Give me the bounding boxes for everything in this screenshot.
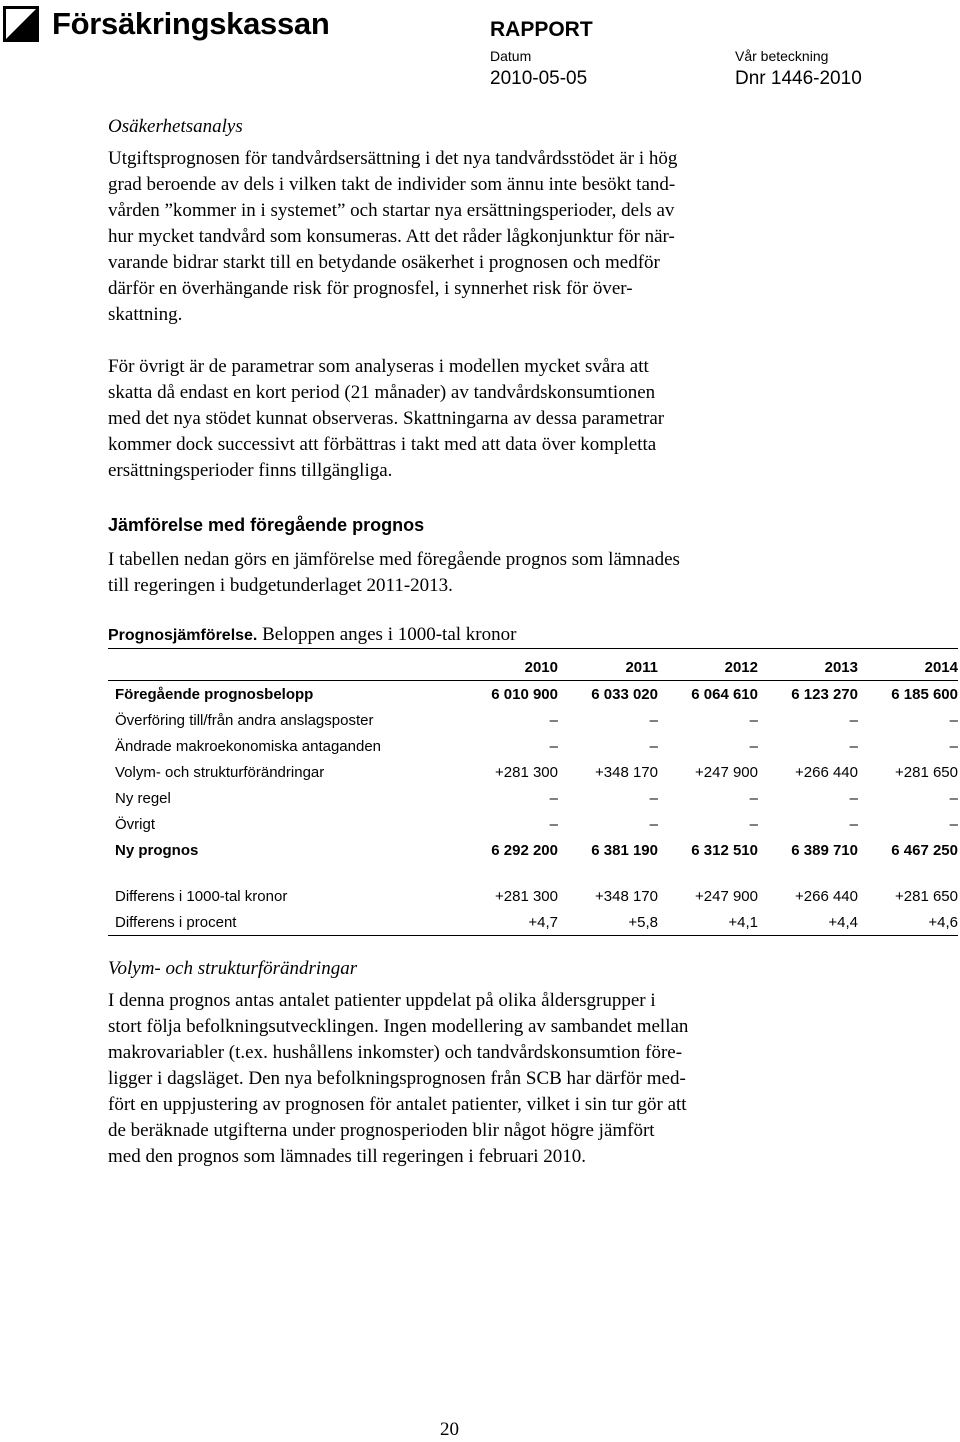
table-row: [108, 909, 958, 936]
paragraph-uncertainty: [108, 146, 828, 328]
table-cell: +348 170: [595, 887, 658, 905]
table-spacer-row: [108, 863, 958, 883]
table-row-label: Ny regel: [115, 789, 171, 807]
logo: [3, 4, 330, 44]
table-cell: –: [749, 815, 758, 833]
table-cell: +5,8: [558, 909, 658, 936]
text-line: ligger i dagsläget. Den nya befolkningsprognosen från SCB har därför med-: [108, 1068, 686, 1089]
table-header-year: 2012: [658, 654, 758, 681]
table-header-row: [108, 654, 958, 681]
text-line: hur mycket tandvård som konsumeras. Att det råder lågkonjunktur för när-: [108, 226, 675, 247]
table-row-label: Överföring till/från andra anslagsposter: [115, 711, 374, 729]
table-cell: +266 440: [795, 887, 858, 905]
table-cell: –: [849, 737, 858, 755]
text-line: makrovariabler (t.ex. hushållens inkomster) och tandvårdskonsumtion före-: [108, 1042, 683, 1063]
text-line: fört en uppjustering av prognosen för antalet patienter, vilket i sin tur gör att: [108, 1094, 687, 1115]
table-header-year: 2010: [468, 654, 558, 681]
table-cell: +247 900: [695, 887, 758, 905]
table-cell: –: [749, 711, 758, 729]
table-cell: 6 292 200: [491, 841, 558, 859]
table-header-year: 2014: [858, 654, 958, 681]
table-cell: –: [849, 711, 858, 729]
text-line: För övrigt är de parametrar som analyseras i modellen mycket svåra att: [108, 356, 649, 377]
table-cell: –: [949, 789, 958, 807]
table-row: [108, 733, 958, 759]
table-row-label: Ändrade makroekonomiska antaganden: [115, 737, 382, 755]
table-cell: 6 312 510: [691, 841, 758, 859]
reference-label: Vår beteckning: [735, 48, 829, 64]
table-cell: 6 467 250: [891, 841, 958, 859]
text-line: skatta då endast en kort period (21 månader) av tandvårdskonsumtionen: [108, 382, 656, 403]
section-heading-jamforelse: Jämförelse med föregående prognos: [108, 515, 425, 535]
table-row: [108, 837, 958, 863]
table-cell: –: [649, 737, 658, 755]
forecast-comparison-table: [108, 654, 958, 936]
table-cell: –: [949, 815, 958, 833]
table-cell: –: [549, 815, 558, 833]
text-line: grad beroende av dels i vilken takt de individer som ännu inte besökt tand-: [108, 174, 676, 195]
text-line: därför en överhängande risk för prognosfel, i synnerhet risk för över-: [108, 278, 633, 299]
table-cell: +4,6: [858, 909, 958, 936]
table-cell: 6 381 190: [591, 841, 658, 859]
table-row: [108, 811, 958, 837]
table-row-label: Ny prognos: [115, 841, 199, 859]
text-line: med det nya stödet kunnat observeras. Skattningarna av dessa parametrar: [108, 408, 665, 429]
table-cell: –: [649, 789, 658, 807]
table-row-label: Differens i 1000-tal kronor: [115, 887, 288, 905]
table-cell: +281 650: [895, 887, 958, 905]
paragraph-parameters: [108, 354, 828, 484]
table-cell: 6 389 710: [791, 841, 858, 859]
table-cell: 6 010 900: [491, 685, 558, 703]
table-row: [108, 707, 958, 733]
table-row: [108, 883, 958, 909]
table-cell: –: [549, 737, 558, 755]
text-line: Utgiftsprognosen för tandvårdsersättning i det nya tandvårdsstödet är i hög: [108, 148, 678, 169]
text-line: med den prognos som lämnades till regeringen i februari 2010.: [108, 1146, 587, 1167]
table-cell: –: [549, 789, 558, 807]
table-cell: +4,1: [658, 909, 758, 936]
table-header-year: 2013: [758, 654, 858, 681]
table-cell: –: [549, 711, 558, 729]
table-cell: 6 185 600: [891, 685, 958, 703]
table-cell: +281 300: [495, 887, 558, 905]
table-cell: –: [849, 815, 858, 833]
table-caption-text: Beloppen anges i 1000-tal kronor: [257, 624, 517, 645]
page-number: 20: [440, 1419, 459, 1440]
text-line: I tabellen nedan görs en jämförelse med föregående prognos som lämnades: [108, 549, 680, 570]
doc-type: RAPPORT: [490, 18, 593, 41]
reference-value: Dnr 1446-2010: [735, 68, 862, 89]
table-row-label: Föregående prognosbelopp: [115, 685, 314, 703]
table-row-label: Övrigt: [115, 815, 156, 833]
table-cell: –: [649, 815, 658, 833]
table-cell: +281 300: [495, 763, 558, 781]
table-cell: –: [649, 711, 658, 729]
table-cell: +247 900: [695, 763, 758, 781]
table-header-year: 2011: [558, 654, 658, 681]
table-row: [108, 681, 958, 708]
text-line: I denna prognos antas antalet patienter uppdelat på olika åldersgrupper i: [108, 990, 656, 1011]
table-row-label: Differens i procent: [108, 909, 468, 936]
table-spacer-cell: [108, 863, 958, 883]
text-line: kommer dock successivt att förbättras i takt med att data över kompletta: [108, 434, 657, 455]
table-cell: +266 440: [795, 763, 858, 781]
section-heading-osakerhetsanalys: Osäkerhetsanalys: [108, 116, 243, 137]
table-header-blank: [108, 654, 468, 681]
text-line: ersättningsperioder finns tillgängliga.: [108, 460, 393, 481]
table-cell: –: [849, 789, 858, 807]
table-caption: [108, 624, 958, 649]
text-line: varande bidrar starkt till en betydande osäkerhet i prognosen och medför: [108, 252, 660, 273]
table-cell: 6 123 270: [791, 685, 858, 703]
table-row: [108, 759, 958, 785]
table-row: [108, 785, 958, 811]
table-row-label: Volym- och strukturförändringar: [115, 763, 325, 781]
date-label: Datum: [490, 48, 532, 64]
text-line: till regeringen i budgetunderlaget 2011-2013.: [108, 575, 453, 596]
table-caption-bold: Prognosjämförelse.: [108, 627, 258, 644]
table-cell: –: [749, 789, 758, 807]
section-heading-volym: Volym- och strukturförändringar: [108, 958, 358, 979]
text-line: skattning.: [108, 304, 183, 325]
table-cell: –: [749, 737, 758, 755]
table-cell: +4,7: [468, 909, 558, 936]
table-cell: –: [949, 711, 958, 729]
table-cell: +281 650: [895, 763, 958, 781]
text-line: vården ”kommer in i systemet” och startar nya ersättningsperioder, dels av: [108, 200, 675, 221]
logo-text: Försäkringskassan: [52, 6, 330, 41]
text-line: de beräknade utgifterna under prognosperioden blir något högre jämfört: [108, 1120, 655, 1141]
logo-mark-icon: [3, 6, 39, 42]
paragraph-volume: [108, 988, 828, 1170]
table-cell: 6 064 610: [691, 685, 758, 703]
table-cell: +348 170: [595, 763, 658, 781]
table-cell: 6 033 020: [591, 685, 658, 703]
paragraph-comparison: [108, 547, 828, 599]
date-value: 2010-05-05: [490, 68, 588, 89]
text-line: stort följa befolkningsutvecklingen. Ingen modellering av sambandet mellan: [108, 1016, 689, 1037]
table-cell: +4,4: [758, 909, 858, 936]
table-cell: –: [949, 737, 958, 755]
